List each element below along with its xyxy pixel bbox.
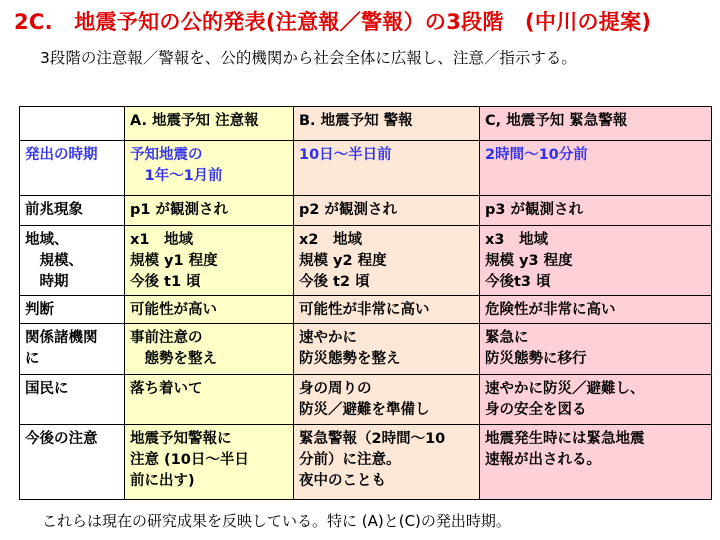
- footer-note: これらは現在の研究成果を反映している。特に (A)と(C)の発出時期。: [42, 512, 511, 530]
- header-cell-b: B. 地震予知 警報: [294, 107, 480, 141]
- cell-c: 緊急に 防災態勢に移行: [480, 324, 712, 375]
- cell-a: x1 地域 規模 y1 程度 今後 t1 頃: [125, 226, 294, 296]
- cell-c: 地震発生時には緊急地震 速報が出される。: [480, 425, 712, 500]
- cell-b: 緊急警報（2時間〜10 分前）に注意。 夜中のことも: [294, 425, 480, 500]
- cell-a: 可能性が高い: [125, 296, 294, 324]
- cell-b: 10日〜半日前: [294, 141, 480, 196]
- cell-b: p2 が観測され: [294, 196, 480, 226]
- row-precursor: [20, 196, 712, 226]
- cell-a: 落ち着いて: [125, 375, 294, 425]
- cell-c: x3 地域 規模 y3 程度 今後t3 頃: [480, 226, 712, 296]
- warning-stages-table: [19, 106, 712, 500]
- cell-b: 身の周りの 防災／避難を準備し: [294, 375, 480, 425]
- row-label: 判断: [20, 296, 125, 324]
- header-cell-empty: [20, 107, 125, 141]
- cell-c: 2時間〜10分前: [480, 141, 712, 196]
- cell-b: x2 地域 規模 y2 程度 今後 t2 頃: [294, 226, 480, 296]
- cell-a: 予知地震の 1年〜1月前: [125, 141, 294, 196]
- row-future-notes: [20, 425, 712, 500]
- cell-c: p3 が観測され: [480, 196, 712, 226]
- row-label: 国民に: [20, 375, 125, 425]
- cell-a: p1 が観測され: [125, 196, 294, 226]
- row-label: 関係諸機関 に: [20, 324, 125, 375]
- row-issue-timing: [20, 141, 712, 196]
- page-subtitle: 3段階の注意報／警報を、公的機関から社会全体に広報し、注意／指示する。: [40, 49, 577, 67]
- cell-a: 事前注意の 態勢を整え: [125, 324, 294, 375]
- header-cell-a: A. 地震予知 注意報: [125, 107, 294, 141]
- row-label: 今後の注意: [20, 425, 125, 500]
- row-label: 地域、 規模、 時期: [20, 226, 125, 296]
- cell-a: 地震予知警報に 注意 (10日〜半日 前に出す): [125, 425, 294, 500]
- row-agencies: [20, 324, 712, 375]
- row-label: 発出の時期: [20, 141, 125, 196]
- cell-c: 速やかに防災／避難し、 身の安全を図る: [480, 375, 712, 425]
- row-citizens: [20, 375, 712, 425]
- page-title: 2C. 地震予知の公的発表(注意報／警報）の3段階 (中川の提案): [14, 10, 652, 34]
- cell-b: 速やかに 防災態勢を整え: [294, 324, 480, 375]
- row-label: 前兆現象: [20, 196, 125, 226]
- header-cell-c: C, 地震予知 緊急警報: [480, 107, 712, 141]
- row-judgment: [20, 296, 712, 324]
- table-header-row: [20, 107, 712, 141]
- cell-b: 可能性が非常に高い: [294, 296, 480, 324]
- row-region-scale-time: [20, 226, 712, 296]
- cell-c: 危険性が非常に高い: [480, 296, 712, 324]
